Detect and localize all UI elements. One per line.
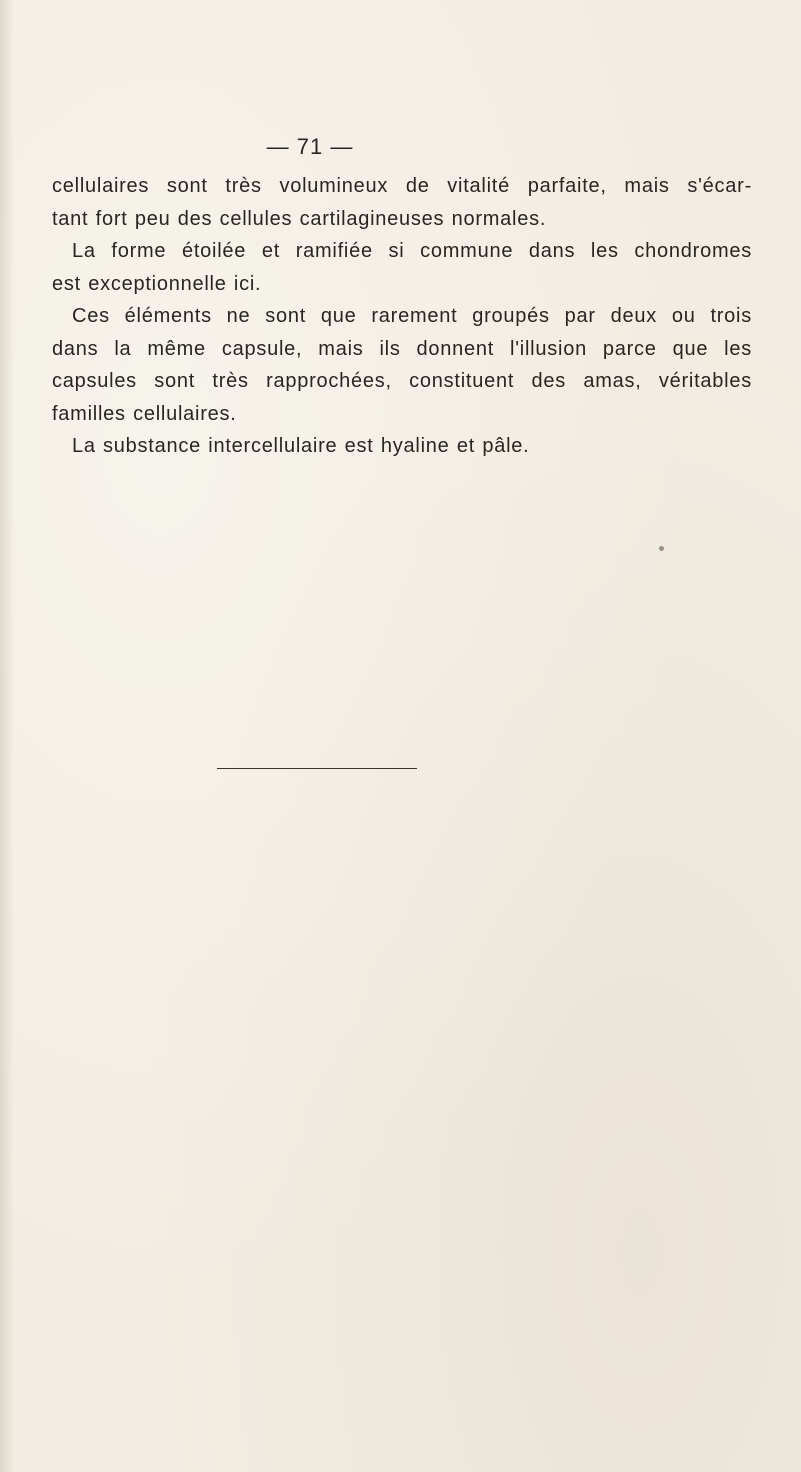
text-line: La forme étoilée et ramifiée si commune dans les chondromes bbox=[72, 240, 752, 262]
text-line: La substance intercellulaire est hyaline et pâle. bbox=[72, 435, 530, 457]
paper-speck bbox=[659, 546, 664, 551]
text-line: est exceptionnelle ici. bbox=[52, 272, 262, 295]
text-line: capsules sont très rapprochées, constituent des amas, véritables bbox=[52, 370, 752, 392]
text-line: cellulaires sont très volumineux de vitalité parfaite, mais s'écar- bbox=[52, 175, 752, 197]
body-text bbox=[52, 170, 752, 463]
horizontal-rule bbox=[217, 768, 417, 769]
paragraph-2 bbox=[52, 235, 752, 300]
text-line: familles cellulaires. bbox=[52, 402, 237, 425]
paragraph-1 bbox=[52, 170, 752, 235]
paragraph-3 bbox=[52, 300, 752, 430]
paragraph-4 bbox=[52, 430, 752, 463]
text-line: tant fort peu des cellules cartilagineuses normales. bbox=[52, 207, 547, 230]
text-line: dans la même capsule, mais ils donnent l'illusion parce que les bbox=[52, 337, 752, 360]
page-binding-shadow bbox=[0, 0, 14, 1472]
text-line: Ces éléments ne sont que rarement groupés par deux ou trois bbox=[72, 305, 752, 327]
page-number: — 71 — bbox=[266, 134, 354, 159]
